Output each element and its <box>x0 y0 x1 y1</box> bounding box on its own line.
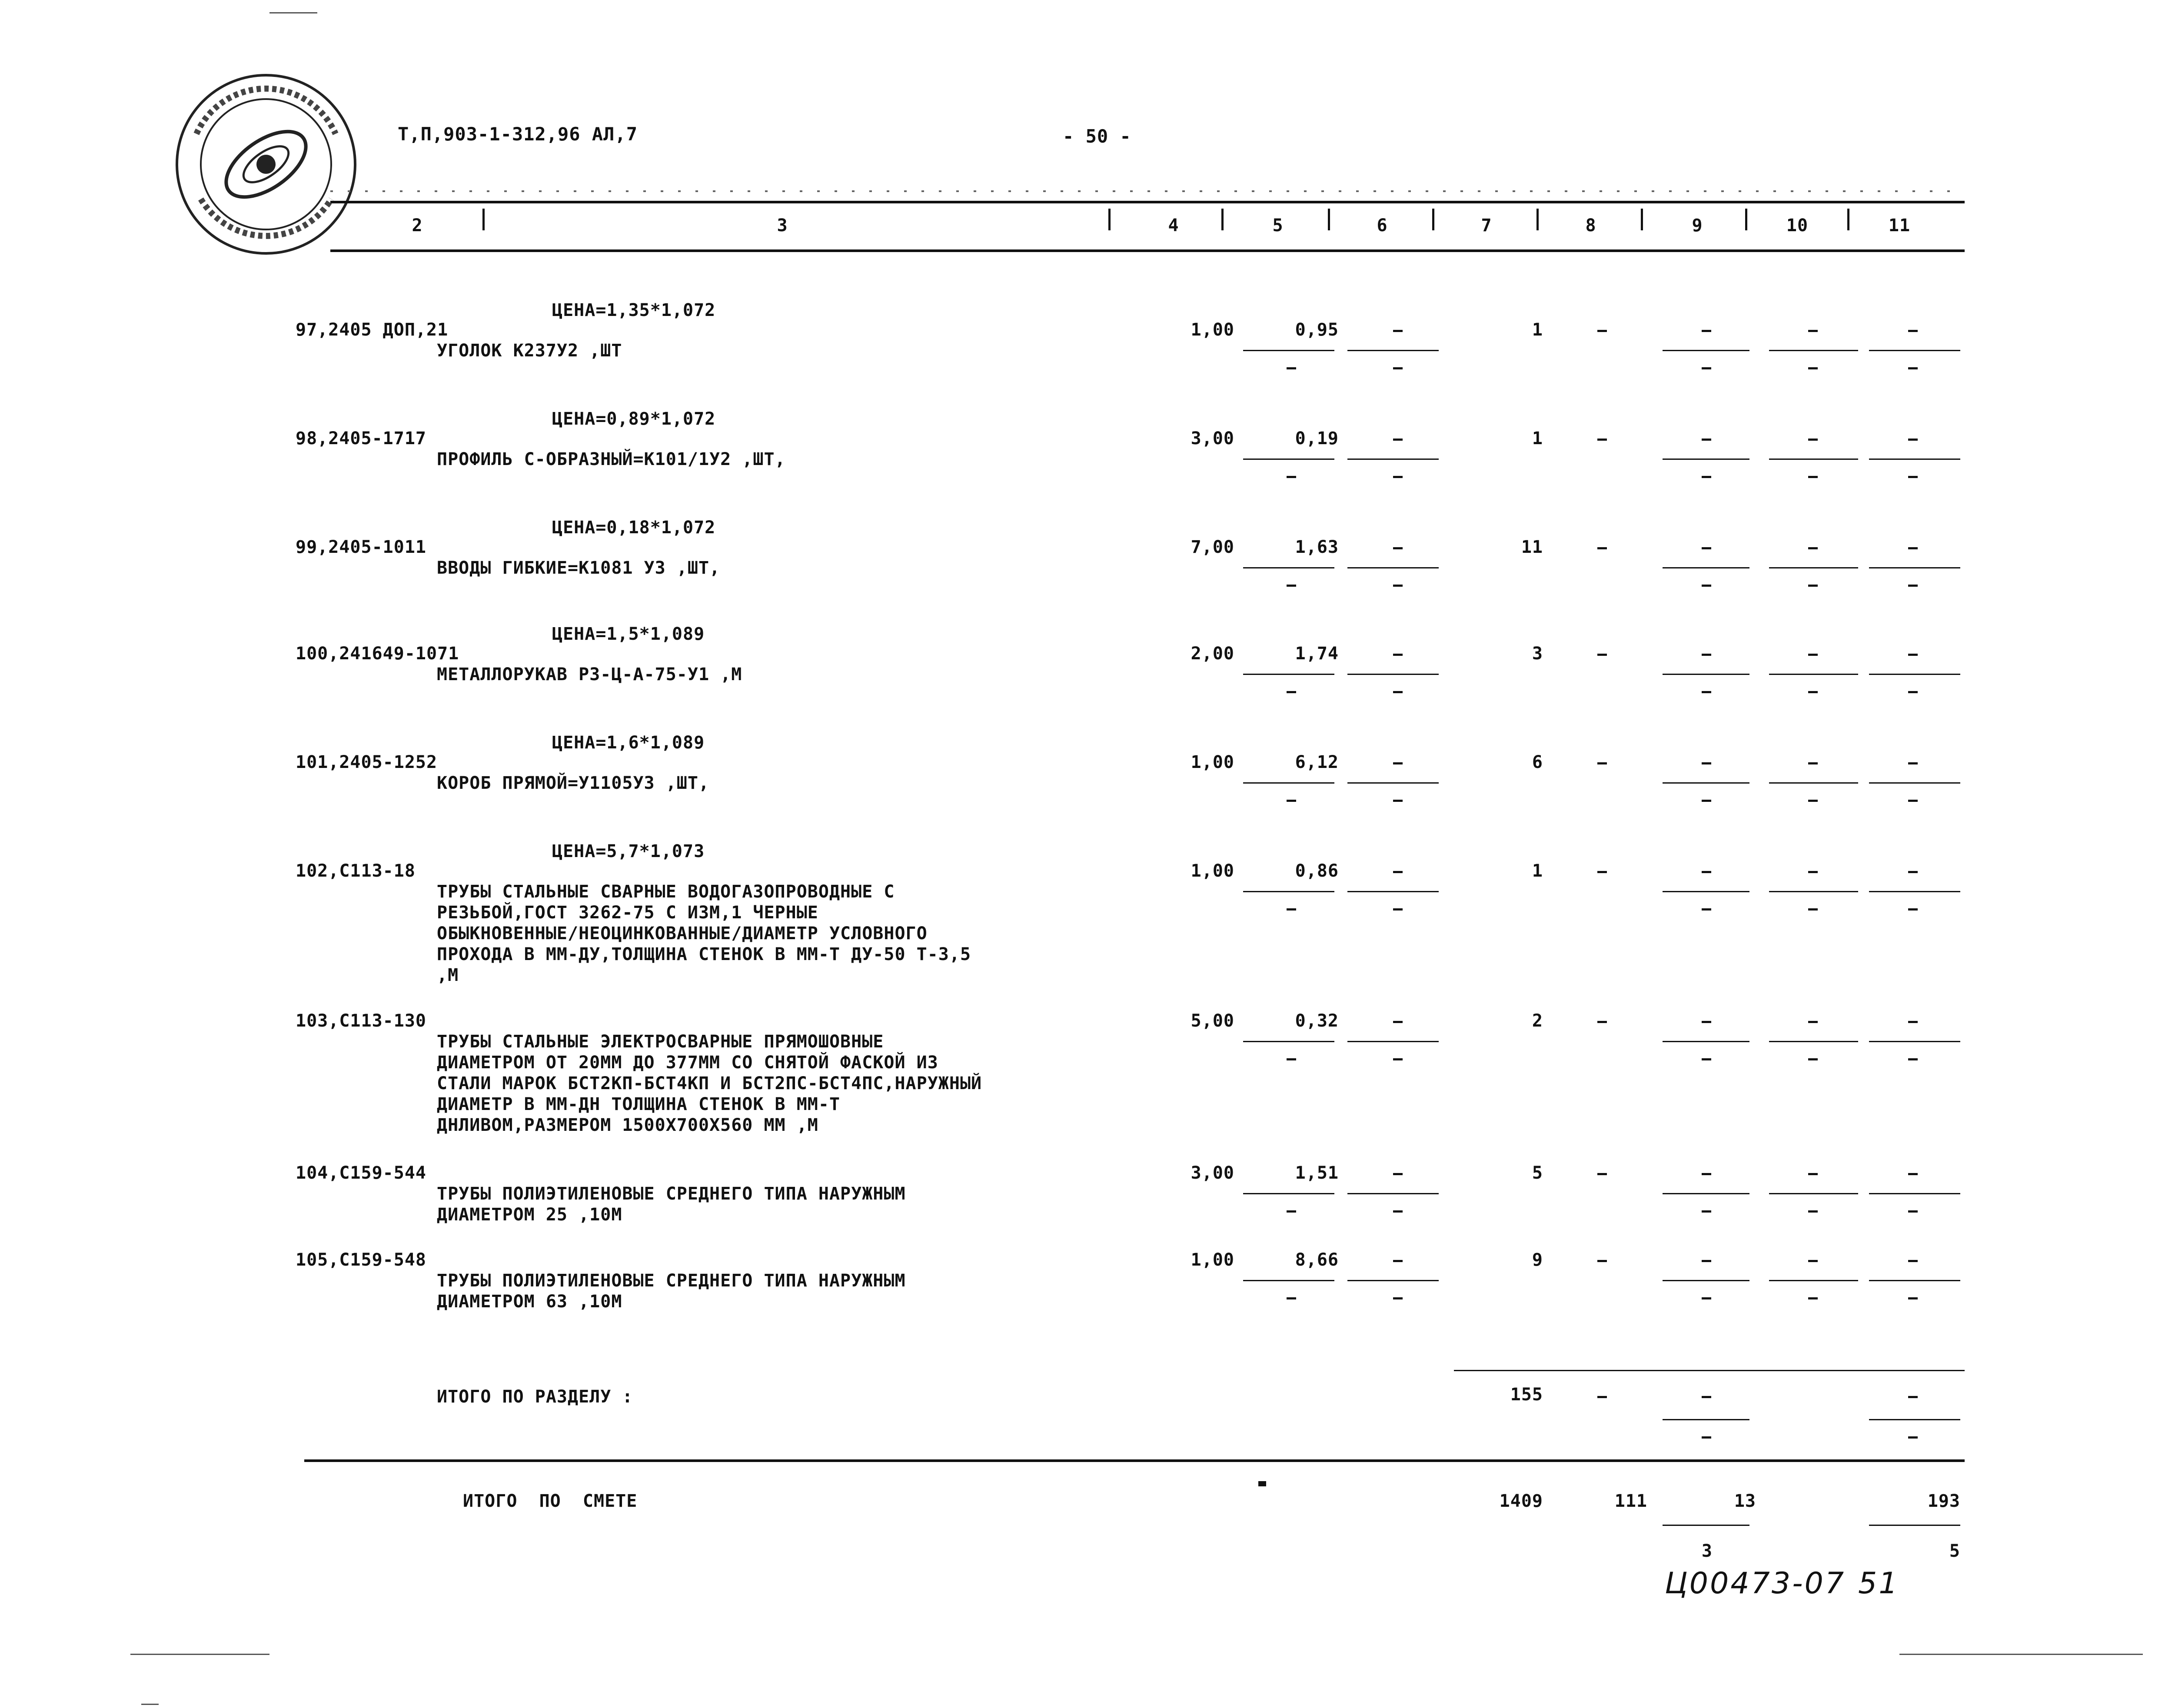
row-sub-dash <box>1393 585 1403 587</box>
row-code: 101,2405-1252 <box>296 752 438 772</box>
row-sub-dash <box>1393 1210 1403 1213</box>
col-header-9: 9 <box>1692 216 1703 236</box>
scan-mark <box>130 1654 269 1655</box>
row-description-line: ПРОФИЛЬ С-ОБРАЗНЫЙ=К101/1У2 ,ШТ, <box>437 449 786 469</box>
col-separator <box>1108 209 1111 230</box>
row-empty-dash <box>1702 1021 1711 1023</box>
row-empty-dash <box>1393 330 1403 332</box>
row-col4-quantity: 1,00 <box>1191 861 1234 881</box>
row-empty-dash <box>1597 654 1607 656</box>
row-description-line: ПРОХОДА В ММ-ДУ,ТОЛЩИНА СТЕНОК В ММ-Т ДУ-50 Т-3,5 <box>437 944 971 964</box>
row-underline <box>1243 782 1334 784</box>
row-empty-dash <box>1808 871 1818 873</box>
row-sub-dash <box>1702 1297 1711 1299</box>
row-sub-dash <box>1393 476 1403 478</box>
row-sub-dash <box>1702 476 1711 478</box>
row-description-line: КОРОБ ПРЯМОЙ=У1105У3 ,ШТ, <box>437 773 710 793</box>
row-empty-dash <box>1808 654 1818 656</box>
row-underline <box>1769 1280 1858 1281</box>
row-underline <box>1347 459 1439 460</box>
row-empty-dash <box>1597 1021 1607 1023</box>
row-price-formula: ЦЕНА=1,6*1,089 <box>552 733 705 753</box>
col-separator <box>1641 209 1643 230</box>
row-sub-dash <box>1393 908 1403 910</box>
row-underline <box>1347 674 1439 675</box>
row-col4-quantity: 3,00 <box>1191 1163 1234 1183</box>
row-sub-dash <box>1287 367 1296 369</box>
row-empty-dash <box>1597 1260 1607 1262</box>
estimate-total-col7: 1409 <box>1499 1491 1543 1511</box>
row-empty-dash <box>1597 439 1607 441</box>
row-underline <box>1869 674 1960 675</box>
row-sub-dash <box>1393 800 1403 802</box>
row-underline <box>1663 459 1749 460</box>
row-empty-dash <box>1908 330 1918 332</box>
company-stamp <box>170 69 362 260</box>
col-header-2: 2 <box>412 216 423 236</box>
row-underline <box>1347 350 1439 351</box>
row-code: 105,С159-548 <box>296 1250 426 1270</box>
col-separator <box>1432 209 1434 230</box>
row-empty-dash <box>1808 1173 1818 1175</box>
row-description-line: ДИАМЕТР В ММ-ДН ТОЛЩИНА СТЕНОК В ММ-Т <box>437 1094 841 1114</box>
row-sub-dash <box>1287 476 1296 478</box>
row-underline <box>1663 782 1749 784</box>
row-price-formula: ЦЕНА=0,18*1,072 <box>552 518 716 538</box>
section-total-col7: 155 <box>1510 1385 1543 1405</box>
col-header-5: 5 <box>1272 216 1284 236</box>
section-total-subrule <box>1869 1419 1960 1420</box>
row-empty-dash <box>1908 1173 1918 1175</box>
row-code: 103,С113-130 <box>296 1011 426 1031</box>
col-header-11: 11 <box>1888 216 1911 236</box>
row-col5-value: 1,63 <box>1295 537 1339 557</box>
row-sub-dash <box>1287 1058 1296 1060</box>
col-header-4: 4 <box>1168 216 1179 236</box>
row-col7-value: 5 <box>1532 1163 1543 1183</box>
row-sub-dash <box>1908 1297 1918 1299</box>
row-underline <box>1243 1041 1334 1042</box>
row-price-formula: ЦЕНА=0,89*1,072 <box>552 409 716 429</box>
row-underline <box>1869 891 1960 892</box>
row-description-line: МЕТАЛЛОРУКАВ Р3-Ц-А-75-У1 ,М <box>437 665 742 685</box>
row-col5-value: 1,51 <box>1295 1163 1339 1183</box>
scan-mark <box>141 1704 159 1705</box>
row-col7-value: 6 <box>1532 752 1543 772</box>
row-underline <box>1769 891 1858 892</box>
row-col7-value: 11 <box>1521 537 1543 557</box>
row-col5-value: 0,95 <box>1295 320 1339 340</box>
col-header-3: 3 <box>777 216 788 236</box>
row-col7-value: 1 <box>1532 320 1543 340</box>
row-empty-dash <box>1908 547 1918 549</box>
header-rule-top <box>330 201 1965 203</box>
col-header-10: 10 <box>1786 216 1809 236</box>
row-sub-dash <box>1287 908 1296 910</box>
row-underline <box>1243 1280 1334 1281</box>
row-empty-dash <box>1702 1260 1711 1262</box>
section-total-dash <box>1702 1436 1711 1439</box>
row-col5-value: 1,74 <box>1295 644 1339 664</box>
row-description-line: РЕЗЬБОЙ,ГОСТ 3262-75 С ИЗМ,1 ЧЕРНЫЕ <box>437 903 818 923</box>
document-code: Т,П,903-1-312,96 АЛ,7 <box>398 123 638 145</box>
col-separator <box>1536 209 1539 230</box>
row-underline <box>1347 782 1439 784</box>
col-header-8: 8 <box>1585 216 1596 236</box>
row-underline <box>1869 1041 1960 1042</box>
row-sub-dash <box>1702 908 1711 910</box>
row-sub-dash <box>1908 585 1918 587</box>
row-empty-dash <box>1702 330 1711 332</box>
row-underline <box>1663 1041 1749 1042</box>
row-sub-dash <box>1702 1058 1711 1060</box>
row-sub-dash <box>1908 908 1918 910</box>
row-price-formula: ЦЕНА=5,7*1,073 <box>552 841 705 861</box>
row-underline <box>1663 1193 1749 1194</box>
row-sub-dash <box>1808 476 1818 478</box>
row-sub-dash <box>1808 908 1818 910</box>
row-sub-dash <box>1393 1058 1403 1060</box>
row-sub-dash <box>1702 367 1711 369</box>
row-underline <box>1663 891 1749 892</box>
row-empty-dash <box>1808 547 1818 549</box>
row-empty-dash <box>1597 762 1607 764</box>
row-sub-dash <box>1808 1297 1818 1299</box>
section-total-subrule <box>1663 1419 1749 1420</box>
row-sub-dash <box>1808 1210 1818 1213</box>
row-sub-dash <box>1808 691 1818 693</box>
row-empty-dash <box>1597 547 1607 549</box>
row-underline <box>1769 350 1858 351</box>
row-code: 100,241649-1071 <box>296 644 459 664</box>
row-description-line: ОБЫКНОВЕННЫЕ/НЕОЦИНКОВАННЫЕ/ДИАМЕТР УСЛОВНОГО <box>437 924 928 944</box>
row-sub-dash <box>1287 585 1296 587</box>
row-underline <box>1663 567 1749 568</box>
row-empty-dash <box>1597 1173 1607 1175</box>
row-empty-dash <box>1808 762 1818 764</box>
section-total-dash <box>1908 1436 1918 1439</box>
row-empty-dash <box>1393 1260 1403 1262</box>
row-price-formula: ЦЕНА=1,5*1,089 <box>552 624 705 644</box>
row-empty-dash <box>1808 1260 1818 1262</box>
row-underline <box>1243 459 1334 460</box>
row-code: 102,С113-18 <box>296 861 416 881</box>
section-total-rule <box>1454 1370 1965 1371</box>
row-sub-dash <box>1808 800 1818 802</box>
section-total-dash <box>1702 1396 1711 1398</box>
row-sub-dash <box>1393 691 1403 693</box>
row-underline <box>1769 1193 1858 1194</box>
estimate-total-subrule <box>1663 1525 1749 1526</box>
row-underline <box>1869 459 1960 460</box>
col-separator <box>482 209 485 230</box>
row-col5-value: 0,32 <box>1295 1011 1339 1031</box>
row-col5-value: 6,12 <box>1295 752 1339 772</box>
row-description-line: ТРУБЫ ПОЛИЭТИЛЕНОВЫЕ СРЕДНЕГО ТИПА НАРУЖНЫМ <box>437 1271 906 1291</box>
row-empty-dash <box>1393 439 1403 441</box>
row-description-line: ТРУБЫ ПОЛИЭТИЛЕНОВЫЕ СРЕДНЕГО ТИПА НАРУЖНЫМ <box>437 1184 906 1204</box>
row-empty-dash <box>1702 871 1711 873</box>
row-empty-dash <box>1808 330 1818 332</box>
row-sub-dash <box>1808 367 1818 369</box>
row-description-line: ВВОДЫ ГИБКИЕ=К1081 У3 ,ШТ, <box>437 558 721 578</box>
row-col7-value: 1 <box>1532 861 1543 881</box>
row-sub-dash <box>1808 585 1818 587</box>
row-sub-dash <box>1702 585 1711 587</box>
col-separator <box>1221 209 1224 230</box>
row-sub-dash <box>1287 800 1296 802</box>
row-sub-dash <box>1908 476 1918 478</box>
col-header-6: 6 <box>1377 216 1388 236</box>
row-empty-dash <box>1393 1173 1403 1175</box>
row-code: 98,2405-1717 <box>296 429 426 449</box>
row-underline <box>1869 350 1960 351</box>
row-col5-value: 8,66 <box>1295 1250 1339 1270</box>
row-sub-dash <box>1393 367 1403 369</box>
row-code: 97,2405 ДОП,21 <box>296 320 449 340</box>
row-description-line: ТРУБЫ СТАЛЬНЫЕ СВАРНЫЕ ВОДОГАЗОПРОВОДНЫЕ С <box>437 882 895 902</box>
row-underline <box>1663 350 1749 351</box>
row-col7-value: 9 <box>1532 1250 1543 1270</box>
row-empty-dash <box>1908 654 1918 656</box>
handwritten-sheet-number: 51 <box>1858 1566 1899 1601</box>
page-number: - 50 - <box>1063 126 1131 147</box>
estimate-total-label: ИТОГО ПО СМЕТЕ <box>463 1491 638 1511</box>
row-description-line: ТРУБЫ СТАЛЬНЫЕ ЭЛЕКТРОСВАРНЫЕ ПРЯМОШОВНЫЕ <box>437 1032 884 1052</box>
row-col4-quantity: 2,00 <box>1191 644 1234 664</box>
row-sub-dash <box>1393 1297 1403 1299</box>
handwritten-code: Ц00473-07 <box>1665 1566 1846 1601</box>
row-empty-dash <box>1908 871 1918 873</box>
row-underline <box>1769 1041 1858 1042</box>
col-separator <box>1328 209 1330 230</box>
section-total-dash <box>1908 1396 1918 1398</box>
row-underline <box>1769 782 1858 784</box>
row-sub-dash <box>1702 691 1711 693</box>
row-sub-dash <box>1908 800 1918 802</box>
row-underline <box>1243 567 1334 568</box>
row-empty-dash <box>1702 1173 1711 1175</box>
estimate-total-col11: 193 <box>1927 1491 1960 1511</box>
row-sub-dash <box>1287 1210 1296 1213</box>
row-underline <box>1243 674 1334 675</box>
row-description-line: ДИАМЕТРОМ 63 ,10М <box>437 1292 622 1312</box>
row-empty-dash <box>1393 871 1403 873</box>
row-underline <box>1243 891 1334 892</box>
row-empty-dash <box>1393 547 1403 549</box>
row-empty-dash <box>1702 654 1711 656</box>
row-underline <box>1869 782 1960 784</box>
scan-mark <box>269 12 317 13</box>
row-sub-dash <box>1287 1297 1296 1299</box>
row-sub-dash <box>1808 1058 1818 1060</box>
row-col4-quantity: 1,00 <box>1191 320 1234 340</box>
row-empty-dash <box>1808 439 1818 441</box>
row-underline <box>1663 1280 1749 1281</box>
row-col4-quantity: 7,00 <box>1191 537 1234 557</box>
row-underline <box>1347 1280 1439 1281</box>
col-separator <box>1847 209 1849 230</box>
row-underline <box>1869 1280 1960 1281</box>
row-sub-dash <box>1908 1058 1918 1060</box>
row-sub-dash <box>1702 1210 1711 1213</box>
row-description-line: ,М <box>437 965 459 985</box>
estimate-total-subrule <box>1869 1525 1960 1526</box>
row-sub-dash <box>1908 367 1918 369</box>
row-col5-value: 0,19 <box>1295 429 1339 449</box>
row-underline <box>1769 567 1858 568</box>
row-code: 104,С159-544 <box>296 1163 426 1183</box>
row-description-line: ДИАМЕТРОМ 25 ,10М <box>437 1205 622 1225</box>
row-col4-quantity: 1,00 <box>1191 752 1234 772</box>
row-sub-dash <box>1702 800 1711 802</box>
mark <box>1258 1481 1266 1486</box>
row-underline <box>1769 674 1858 675</box>
row-underline <box>1347 567 1439 568</box>
row-description-line: СТАЛИ МАРОК БСТ2КП-БСТ4КП И БСТ2ПС-БСТ4ПС,НАРУЖНЫЙ <box>437 1073 982 1093</box>
estimate-total-col11-sub: 5 <box>1949 1541 1960 1561</box>
row-col4-quantity: 1,00 <box>1191 1250 1234 1270</box>
section-total-dash <box>1597 1396 1607 1398</box>
row-empty-dash <box>1908 1260 1918 1262</box>
row-underline <box>1243 350 1334 351</box>
row-col5-value: 0,86 <box>1295 861 1339 881</box>
row-empty-dash <box>1393 762 1403 764</box>
grand-total-rule <box>304 1459 1965 1462</box>
scan-mark <box>1899 1654 2143 1655</box>
row-underline <box>1347 1041 1439 1042</box>
row-col4-quantity: 3,00 <box>1191 429 1234 449</box>
row-underline <box>1869 567 1960 568</box>
row-underline <box>1869 1193 1960 1194</box>
row-empty-dash <box>1702 762 1711 764</box>
row-description-line: УГОЛОК К237У2 ,ШТ <box>437 341 622 361</box>
row-sub-dash <box>1908 1210 1918 1213</box>
col-separator <box>1745 209 1747 230</box>
row-empty-dash <box>1597 871 1607 873</box>
header-rule-bottom <box>330 249 1965 252</box>
estimate-total-col9: 13 <box>1734 1491 1756 1511</box>
col-header-7: 7 <box>1481 216 1492 236</box>
row-underline <box>1769 459 1858 460</box>
row-underline <box>1347 891 1439 892</box>
row-description-line: ДИАМЕТРОМ ОТ 20ММ ДО 377ММ СО СНЯТОЙ ФАСКОЙ ИЗ <box>437 1053 938 1073</box>
row-empty-dash <box>1702 439 1711 441</box>
row-col7-value: 3 <box>1532 644 1543 664</box>
row-underline <box>1347 1193 1439 1194</box>
header-dotted-rule <box>330 190 1965 192</box>
row-empty-dash <box>1808 1021 1818 1023</box>
row-empty-dash <box>1393 654 1403 656</box>
row-empty-dash <box>1393 1021 1403 1023</box>
estimate-total-col8: 111 <box>1614 1491 1647 1511</box>
estimate-total-col9-sub: 3 <box>1701 1541 1713 1561</box>
row-underline <box>1243 1193 1334 1194</box>
row-sub-dash <box>1287 691 1296 693</box>
row-code: 99,2405-1011 <box>296 537 426 557</box>
row-col7-value: 2 <box>1532 1011 1543 1031</box>
row-price-formula: ЦЕНА=1,35*1,072 <box>552 300 716 320</box>
row-underline <box>1663 674 1749 675</box>
row-col7-value: 1 <box>1532 429 1543 449</box>
section-total-label: ИТОГО ПО РАЗДЕЛУ : <box>437 1387 633 1407</box>
row-empty-dash <box>1597 330 1607 332</box>
row-description-line: ДНЛИВОМ,РАЗМЕРОМ 1500Х700Х560 ММ ,М <box>437 1115 818 1135</box>
row-empty-dash <box>1908 1021 1918 1023</box>
row-col4-quantity: 5,00 <box>1191 1011 1234 1031</box>
row-sub-dash <box>1908 691 1918 693</box>
row-empty-dash <box>1908 762 1918 764</box>
row-empty-dash <box>1702 547 1711 549</box>
row-empty-dash <box>1908 439 1918 441</box>
